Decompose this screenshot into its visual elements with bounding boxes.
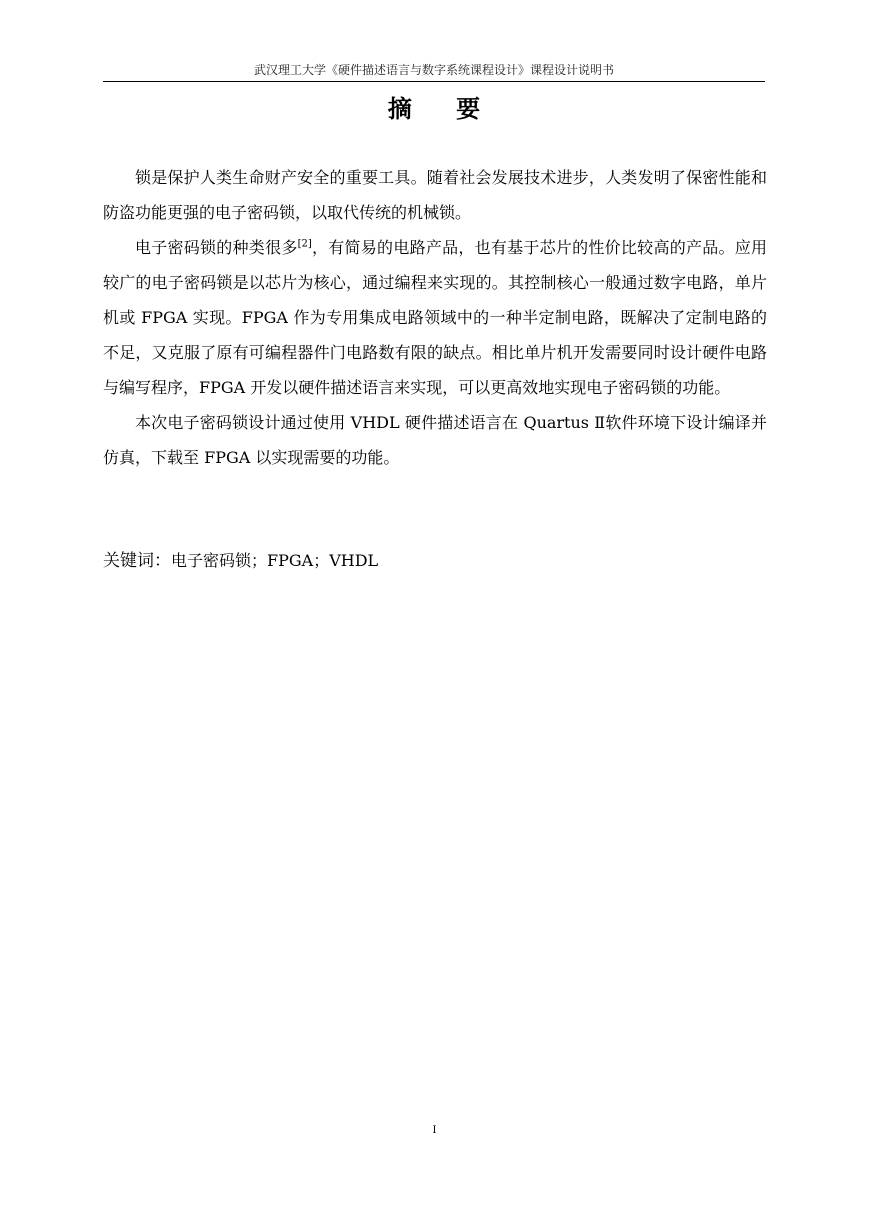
page-header: 武汉理工大学《硬件描述语言与数字系统课程设计》课程设计说明书	[253, 63, 614, 77]
citation-marker: [2]	[297, 238, 312, 250]
page-number: I	[432, 1125, 437, 1136]
paragraph-2-start: 电子密码锁的种类很多	[135, 238, 298, 257]
header-divider	[103, 81, 765, 82]
paragraph-3: 本次电子密码锁设计通过使用 VHDL 硬件描述语言在 Quartus Ⅱ软件环境下设计编译并仿真，下载至 FPGA 以实现需要的功能。	[103, 413, 767, 467]
abstract-body	[103, 160, 767, 475]
keywords-value: 电子密码锁；FPGA；VHDL	[171, 551, 379, 570]
paragraph-2-rest: ，有简易的电路产品，也有基于芯片的性价比较高的产品。应用较广的电子密码锁是以芯片为核心，通过编程来实现的。其控制核心一般通过数字电路，单片机或 FPGA 实现。FPGA 作为专用集成电路领域中的一种半定制电路，既解决了定制电路的不足，又克服了原有可编程器件门电路数有限的缺点。相比单片机开发需要同时设计硬件电路与编写程序，FPGA 开发以硬件描述语言来实现，可以更高效地实现电子密码锁的功能。	[103, 238, 767, 397]
paragraph-2	[103, 230, 767, 405]
keywords-line	[103, 546, 765, 576]
paragraph-1: 锁是保护人类生命财产安全的重要工具。随着社会发展技术进步，人类发明了保密性能和防盗功能更强的电子密码锁，以取代传统的机械锁。	[103, 168, 767, 222]
page-title: 摘 要	[387, 95, 499, 123]
keywords-label: 关键词：	[103, 551, 171, 571]
